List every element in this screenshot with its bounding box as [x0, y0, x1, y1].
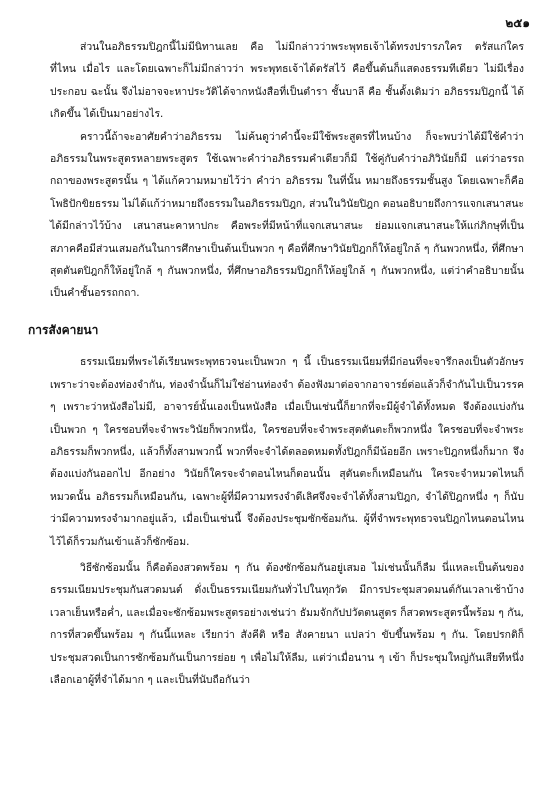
paragraph-abhidhamma-term: คราวนี้ถ้าจะอาศัยคำว่าอภิธรรม ไม่ค้นดูว่าคำนี้จะมีใช้พระสูตรที่ไหนบ้าง ก็จะพบว่าได้มีใช้คำว่าอภิธรรมในพระสูตรหลายพระสูตร ใช้เฉพาะคำว่าอภิธรรมคำเดียวก็มี ใช้คู่กับคำว่าอภิวินัยก็มี แต่ว่าอรรถกถาของพระสูตรนั้น ๆ ได้แก้ความหมายไว้ว่า คำว่า อภิธรรม ในที่นั้น หมายถึงธรรมชั้นสูง โดยเฉพาะก็คือ โพธิปักขิยธรรม ไม่ได้แก้ว่าหมายถึงธรรมในอภิธรรมปิฎก, ส่วนในวินัยปิฎก ตอนอธิบายถึงการแจกเสนาสนะ ได้มีกล่าวไว้บ้าง เสนาสนะคาหาปกะ คือพระที่มีหน้าที่แจกเสนาสนะ ย่อมแจกเสนาสนะให้แก่ภิกษุที่เป็นสภาคคือมีส่วนเสมอกันในการศึกษาเป็นต้นเป็นพวก ๆ คือที่ศึกษาวินัยปิฎกก็ให้อยู่ใกล้ ๆ กันพวกหนึ่ง, ที่ศึกษาสุตตันตปิฎกก็ให้อยู่ใกล้ ๆ กันพวกหนึ่ง, ที่ศึกษาอภิธรรมปิฎกก็ให้อยู่ใกล้ ๆ กันพวกหนึ่ง, แต่ว่าคำอธิบายนั้นเป็นคำชั้นอรรถกถา.: [50, 130, 524, 300]
section-heading: การสังคายนา: [28, 322, 99, 337]
paragraph-intro: ส่วนในอภิธรรมปิฎกนี้ไม่มีนิทานเลย คือ ไม่มีกล่าวว่าพระพุทธเจ้าได้ทรงปรารภใคร ตรัสแก่ใคร ที่ไหน เมื่อไร และโดยเฉพาะก็ไม่มีกล่าวว่า พระพุทธเจ้าได้ตรัสไว้ คือขึ้นต้นก็แสดงธรรมทีเดียว ไม่มีเรื่องประกอบ ฉะนั้น จึงไม่อาจจะหาประวัติได้จากหนังสือที่เป็นตำรา ชั้นบาลี คือ ชั้นดั้งเดิมว่า อภิธรรมปิฎกนี้ ได้เกิดขึ้น ได้เป็นมาอย่างไร.: [50, 41, 524, 121]
paragraph-recitation: วิธีซักซ้อมนั้น ก็คือต้องสวดพร้อม ๆ กัน ต้องซักซ้อมกันอยู่เสมอ ไม่เช่นนั้นก็ลืม นี่แหละเป็นต้นของธรรมเนียมประชุมกันสวดมนต์ ดั่งเป็นธรรมเนียมกันทั่วไปในทุกวัด มีการประชุมสวดมนต์กันเวลาเช้าบ้างเวลาเย็นหรือค่ำ, และเมื่อจะซักซ้อมพระสูตรอย่างเช่นว่า ธัมมจักกัปปวัตตนสูตร ก็สวดพระสูตรนี้พร้อม ๆ กัน, การที่สวดขึ้นพร้อม ๆ กันนี้แหละ เรียกว่า สังคีติ หรือ สังคายนา แปลว่า ขับขึ้นพร้อม ๆ กัน. โดยปรกติก็ประชุมสวดเป็นการซักซ้อมกันเป็นการย่อย ๆ เพื่อไม่ให้ลืม, แต่ว่าเมื่อนาน ๆ เข้า ก็ประชุมใหญ่กันเสียทีหนึ่ง เลือกเอาผู้ที่จำได้มาก ๆ และเป็นที่นับถือกันว่า: [50, 561, 524, 686]
paragraph-memorization: ธรรมเนียมที่พระได้เรียนพระพุทธวจนะเป็นพวก ๆ นี้ เป็นธรรมเนียมที่มีก่อนที่จะจารึกลงเป็นตัวอักษร เพราะว่าจะต้องท่องจำกัน, ท่องจำนั้นก็ไม่ใช่อ่านท่องจำ ต้องฟังมาต่อจากอาจารย์ต่อแล้วก็จำกันไปเป็นวรรค ๆ เพราะว่าหนังสือไม่มี, อาจารย์นั้นเองเป็นหนังสือ เมื่อเป็นเช่นนี้ก็ยากที่จะมีผู้จำได้ทั้งหมด จึงต้องแบ่งกันเป็นพวก ๆ ใครชอบที่จะจำพระวินัยก็พวกหนึ่ง, ใครชอบที่จะจำพระสุตตันตะก็พวกหนึ่ง ใครชอบที่จะจำพระอภิธรรมก็พวกหนึ่ง, แล้วก็ทั้งสามพวกนี้ พวกที่จะจำได้ตลอดหมดทั้งปิฎกก็มีน้อยอีก เพราะปิฎกหนึ่งก็มาก จึงต้องแบ่งกันออกไป อีกอย่าง วินัยก็ใครจะจำตอนไหนก็ตอนนั้น สุตันตะก็เหมือนกัน ใครจะจำหมวดไหนก็หมวดนั้น อภิธรรมก็เหมือนกัน, เฉพาะผู้ที่มีความทรงจำดีเลิศจึงจะจำได้ทั้งสามปิฎก, จำได้ปิฎกหนึ่ง ๆ ก็นับว่ามีความทรงจำมากอยู่แล้ว, เมื่อเป็นเช่นนี้ จึงต้องประชุมซักซ้อมกัน. ผู้ที่จำพระพุทธวจนปิฎกไหนตอนไหนไว้ได้ก็รวมกันเข้าแล้วก็ซักซ้อม.: [50, 356, 524, 548]
body-text: [28, 36, 524, 691]
page-number: ๒๕๑: [505, 16, 530, 30]
